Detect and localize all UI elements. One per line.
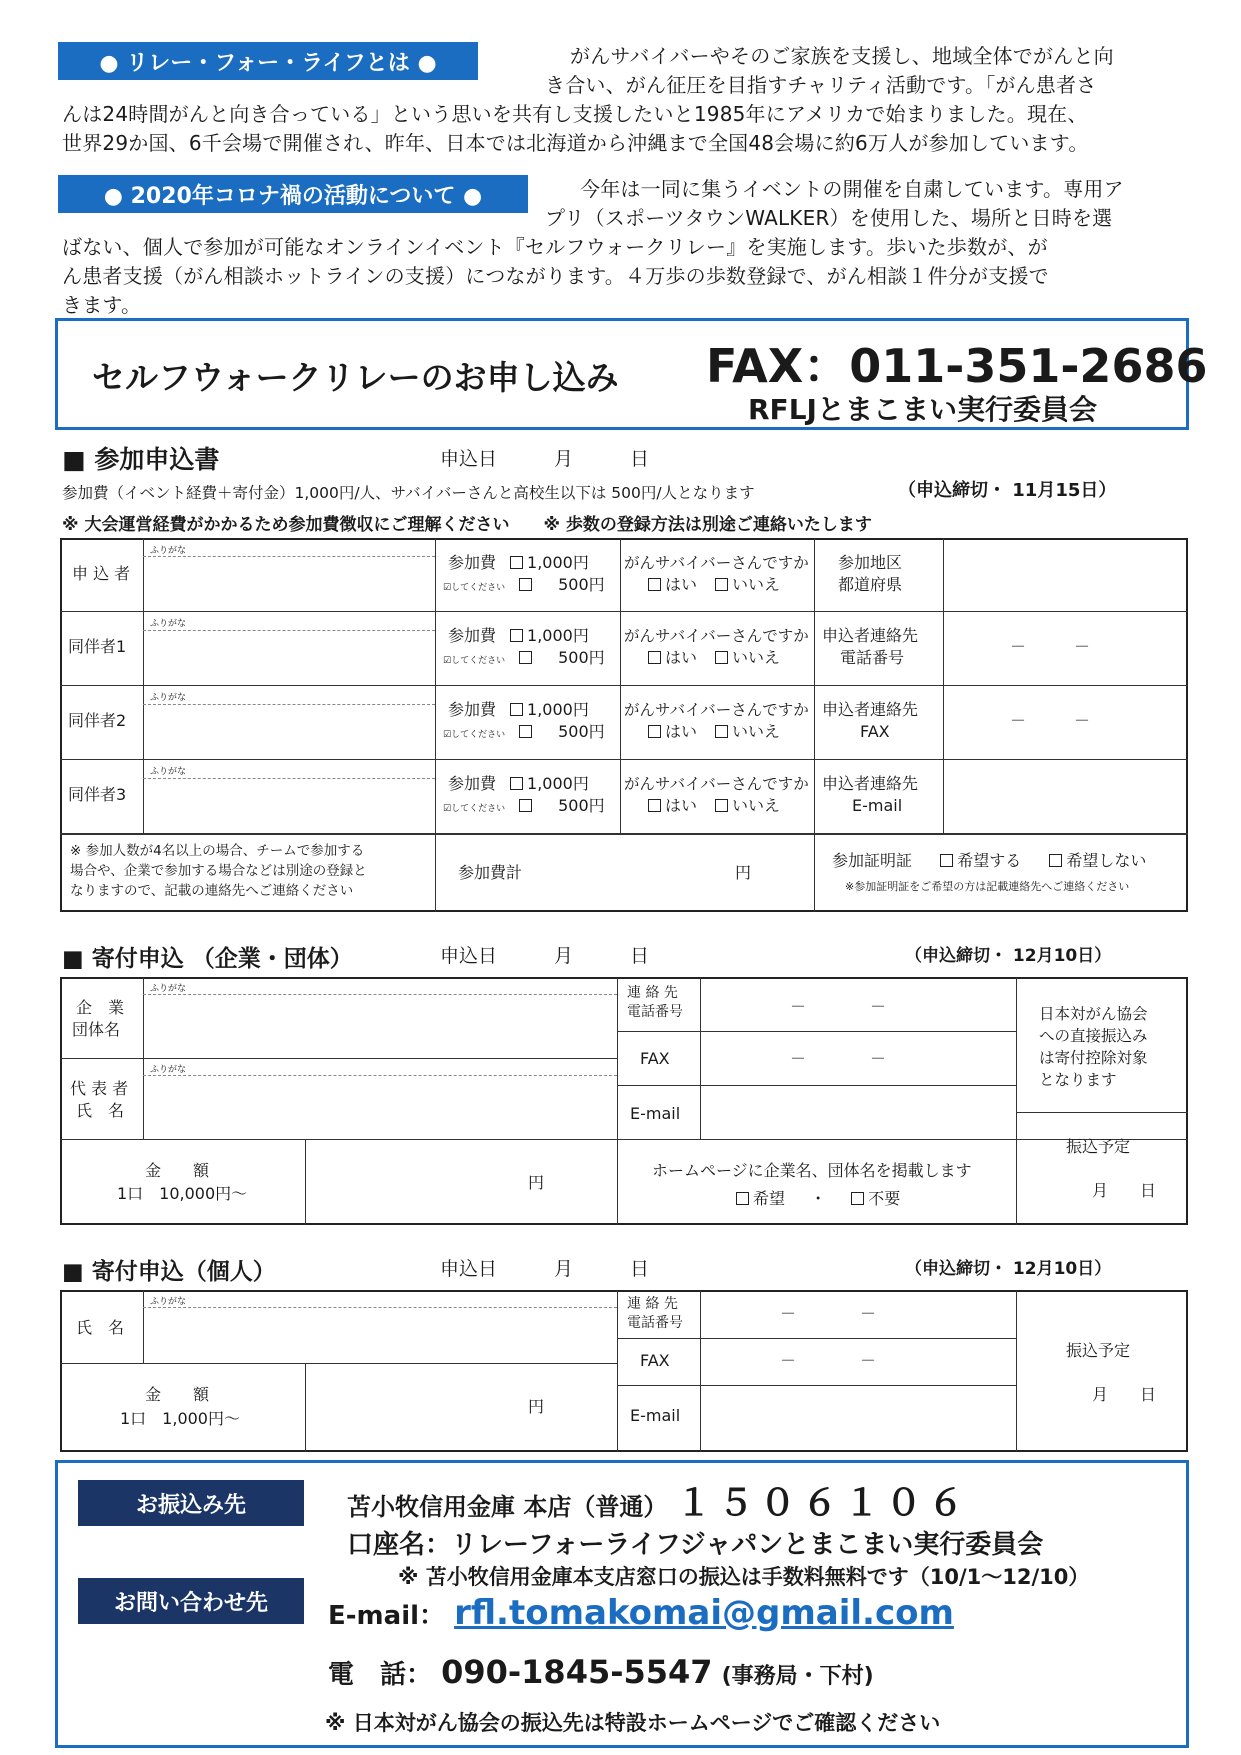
- email-row: [328, 1593, 954, 1633]
- fee-1000-label: 1,000円: [527, 700, 589, 719]
- tel-row: [328, 1653, 874, 1691]
- hp-want-label: 希望: [753, 1189, 786, 1208]
- survivor-no-label: いいえ: [732, 722, 781, 741]
- ind-contact-label-2: 電話番号: [627, 1315, 683, 1331]
- corp-company-label-2: 団体名: [72, 1020, 121, 1039]
- fee-500-label: 500円: [558, 796, 605, 815]
- row-info-2: FAX: [860, 722, 890, 741]
- corp-donation-title: ■ 寄付申込 （企業・団体）: [62, 946, 353, 972]
- survivor-no-checkbox[interactable]: [715, 799, 728, 812]
- fee-500-checkbox[interactable]: [519, 799, 532, 812]
- survivor-question: がんサバイバーさんですか: [624, 701, 809, 719]
- contact-badge: お問い合わせ先: [78, 1578, 304, 1624]
- survivor-choices: [648, 795, 780, 817]
- covid-badge: ● 2020年コロナ禍の活動について ●: [58, 175, 528, 213]
- covid-line-3: ばない、個人で参加が可能なオンラインイベント『セルフウォークリレー』を実施します。歩いた歩数が、が: [62, 235, 1048, 259]
- survivor-no-label: いいえ: [732, 575, 781, 594]
- fee-line-1: [448, 773, 589, 795]
- fee-1000-checkbox[interactable]: [510, 777, 523, 790]
- corp-donation-deadline: （申込締切・ 12月10日）: [905, 946, 1112, 966]
- bank-line: [347, 1475, 970, 1526]
- corp-amount-yen: 円: [528, 1173, 545, 1192]
- fee-line-2: [443, 574, 605, 599]
- bank-badge: お振込み先: [78, 1480, 304, 1526]
- certificate-not-label: 希望しない: [1066, 851, 1147, 870]
- header-fax: FAX：011-351-2686: [706, 339, 1208, 393]
- application-date: 申込日 月 日: [440, 448, 650, 470]
- covid-line-5: きます。: [62, 293, 142, 317]
- survivor-yes-checkbox[interactable]: [648, 651, 661, 664]
- row-info-2: E-mail: [852, 796, 903, 815]
- ind-donation-title: ■ 寄付申込（個人）: [62, 1259, 276, 1285]
- survivor-no-label: いいえ: [732, 648, 781, 667]
- survivor-no-checkbox[interactable]: [715, 651, 728, 664]
- ind-transfer-date[interactable]: 月 日: [1092, 1385, 1157, 1404]
- fee-1000-checkbox[interactable]: [510, 629, 523, 642]
- row-info-1: 申込者連絡先: [822, 700, 919, 719]
- row-info-1: 参加地区: [838, 553, 903, 572]
- corp-hp-choices: 希望 ・ 不要: [736, 1188, 900, 1210]
- fee-line-2: [443, 721, 605, 746]
- header-org: RFLJとまこまい実行委員会: [748, 393, 1097, 426]
- fee-line-1: [448, 552, 589, 574]
- corp-company-furigana: ふりがな: [150, 984, 187, 994]
- tel-label: 電 話：: [328, 1660, 433, 1690]
- fee-hint: ☑してください: [443, 656, 506, 666]
- survivor-no-checkbox[interactable]: [715, 578, 728, 591]
- email-label: E-mail：: [328, 1601, 446, 1631]
- account-name: 口座名：リレーフォーライフジャパンとまこまい実行委員会: [347, 1530, 1044, 1560]
- survivor-question: がんサバイバーさんですか: [624, 775, 809, 793]
- survivor-choices: [648, 647, 780, 669]
- corp-side-note-1: 日本対がん協会: [1039, 1005, 1148, 1023]
- ind-email-label: E-mail: [630, 1406, 681, 1425]
- fee-line-1: [448, 699, 589, 721]
- fee-label: 参加費: [448, 700, 497, 719]
- email-link[interactable]: rfl.tomakomai@gmail.com: [454, 1593, 954, 1633]
- corp-hp-note: ホームページに企業名、団体名を掲載します: [652, 1161, 972, 1180]
- fee-line-1: [448, 625, 589, 647]
- corp-rep-furigana: ふりがな: [150, 1065, 187, 1075]
- corp-side-note-4: となります: [1039, 1071, 1117, 1089]
- ind-contact-label-1: 連 絡 先: [627, 1296, 678, 1312]
- row-info-2: 電話番号: [840, 648, 905, 667]
- team-note-2: 場合や、企業で参加する場合などは別途の登録と: [70, 863, 367, 879]
- corp-fax-value[interactable]: － －: [790, 1049, 887, 1068]
- survivor-yes-checkbox[interactable]: [648, 799, 661, 812]
- fee-hint: ☑してください: [443, 730, 506, 740]
- hp-not-checkbox[interactable]: [851, 1192, 864, 1205]
- ind-phone-value[interactable]: － －: [780, 1304, 877, 1323]
- survivor-question: がんサバイバーさんですか: [624, 627, 809, 645]
- ind-transfer-label: 振込予定: [1066, 1341, 1131, 1360]
- corp-side-note-3: は寄付控除対象: [1039, 1049, 1148, 1067]
- survivor-choices: [648, 574, 780, 596]
- survivor-question: がんサバイバーさんですか: [624, 554, 809, 572]
- fee-hint: ☑してください: [443, 804, 506, 814]
- survivor-yes-label: はい: [665, 722, 698, 741]
- row-value[interactable]: － －: [1010, 637, 1091, 656]
- corp-rep-label-1: 代 表 者: [70, 1079, 129, 1098]
- row-label: 申 込 者: [72, 564, 131, 583]
- rfl-line-4: 世界29か国、6千会場で開催され、昨年、日本では北海道から沖縄まで全国48会場に約6万人が参加しています。: [62, 131, 1089, 155]
- fee-1000-label: 1,000円: [527, 774, 589, 793]
- certificate-want-label: 希望する: [957, 851, 1022, 870]
- corp-email-label: E-mail: [630, 1104, 681, 1123]
- corp-donation-date: 申込日 月 日: [440, 945, 650, 967]
- covid-line-4: ん患者支援（がん相談ホットラインの支援）につながります。４万歩の歩数登録で、がん相談１件分が支援で: [62, 264, 1049, 288]
- row-furigana: ふりがな: [150, 546, 187, 556]
- fee-label: 参加費: [448, 626, 497, 645]
- ind-amount-label: 金 額: [145, 1385, 210, 1404]
- fee-1000-label: 1,000円: [527, 553, 589, 572]
- fee-500-checkbox[interactable]: [519, 578, 532, 591]
- certificate-label: 参加証明証: [832, 851, 913, 870]
- covid-line-1: 今年は一同に集うイベントの開催を自粛しています。専用ア: [580, 177, 1124, 201]
- corp-phone-value[interactable]: － －: [790, 997, 887, 1016]
- rfl-line-2: き合い、がん征圧を目指すチャリティ活動です。「がん患者さ: [545, 73, 1097, 97]
- survivor-no-label: いいえ: [732, 796, 781, 815]
- fee-500-label: 500円: [558, 648, 605, 667]
- survivor-yes-checkbox[interactable]: [648, 578, 661, 591]
- ind-donation-deadline: （申込締切・ 12月10日）: [905, 1259, 1112, 1279]
- rfl-line-3: んは24時間がんと向き合っている」という思いを共有し支援したいと1985年にアメリカで始まりました。現在、: [62, 102, 1088, 126]
- rfl-badge: ● リレー・フォー・ライフとは ●: [58, 42, 478, 80]
- certificate-not-checkbox[interactable]: [1049, 854, 1062, 867]
- rfl-line-1: がんサバイバーやそのご家族を支援し、地域全体でがんと向: [570, 44, 1114, 68]
- ind-donation-date: 申込日 月 日: [440, 1258, 650, 1280]
- covid-line-2: プリ（スポーツタウンWALKER）を使用した、場所と日時を選: [545, 206, 1113, 230]
- ind-amount-yen: 円: [528, 1397, 545, 1416]
- total-fee-yen: 円: [735, 863, 752, 882]
- fee-label: 参加費: [448, 774, 497, 793]
- corp-amount-unit: 1口 10,000円～: [117, 1184, 248, 1203]
- corp-transfer-label: 振込予定: [1066, 1137, 1131, 1156]
- fee-1000-checkbox[interactable]: [510, 556, 523, 569]
- fee-1000-checkbox[interactable]: [510, 703, 523, 716]
- row-info-2: 都道府県: [838, 575, 903, 594]
- survivor-yes-label: はい: [665, 575, 698, 594]
- tel-number: 090-1845-5547: [441, 1653, 713, 1691]
- row-info-1: 申込者連絡先: [822, 626, 919, 645]
- survivor-yes-label: はい: [665, 796, 698, 815]
- row-label: 同伴者2: [68, 711, 127, 730]
- fee-line-2: [443, 647, 605, 672]
- fee-1000-label: 1,000円: [527, 626, 589, 645]
- row-label: 同伴者1: [68, 637, 127, 656]
- corp-contact-label-2: 電話番号: [627, 1004, 683, 1020]
- corp-contact-label-1: 連 絡 先: [627, 985, 678, 1001]
- row-furigana: ふりがな: [150, 767, 187, 777]
- corp-rep-label-2: 氏 名: [76, 1101, 125, 1120]
- team-note-3: なりますので、記載の連絡先へご連絡ください: [70, 883, 354, 899]
- team-note-1: ※ 参加人数が4名以上の場合、チームで参加する: [70, 843, 365, 859]
- hp-want-checkbox[interactable]: [736, 1192, 749, 1205]
- row-label: 同伴者3: [68, 785, 127, 804]
- row-info-1: 申込者連絡先: [822, 774, 919, 793]
- bank-name: 苫小牧信用金庫 本店（普通）: [347, 1493, 668, 1521]
- tel-note: (事務局・下村): [721, 1664, 874, 1689]
- ind-amount-unit: 1口 1,000円～: [120, 1409, 240, 1428]
- fee-500-label: 500円: [558, 575, 605, 594]
- account-number: １５０６１０６: [675, 1483, 970, 1524]
- fee-500-checkbox[interactable]: [519, 651, 532, 664]
- corp-amount-label: 金 額: [145, 1161, 210, 1180]
- survivor-yes-label: はい: [665, 648, 698, 667]
- ind-fax-label: FAX: [640, 1351, 670, 1370]
- survivor-choices: [648, 721, 780, 743]
- row-furigana: ふりがな: [150, 693, 187, 703]
- application-note: ※ 大会運営経費がかかるため参加費徴収にご理解ください ※ 歩数の登録方法は別途ご連絡いたします: [62, 515, 872, 535]
- header-title: セルフウォークリレーのお申し込み: [92, 358, 619, 397]
- fee-line-2: [443, 795, 605, 820]
- certificate-row: [832, 850, 1146, 872]
- corp-company-label-1: 企 業: [76, 998, 125, 1017]
- fee-note: 参加費（イベント経費＋寄付金）1,000円/人、サバイバーさんと高校生以下は 500円/人となります: [62, 484, 755, 502]
- fee-hint: ☑してください: [443, 583, 506, 593]
- certificate-note: ※参加証明証をご希望の方は記載連絡先へご連絡ください: [845, 880, 1130, 893]
- corp-side-note-2: への直接振込み: [1039, 1027, 1148, 1045]
- row-value[interactable]: － －: [1010, 711, 1091, 730]
- ind-name-furigana: ふりがな: [150, 1297, 187, 1307]
- fee-label: 参加費: [448, 553, 497, 572]
- hp-not-label: 不要: [868, 1189, 901, 1208]
- corp-transfer-date[interactable]: 月 日: [1092, 1181, 1157, 1200]
- survivor-no-checkbox[interactable]: [715, 725, 728, 738]
- corp-fax-label: FAX: [640, 1049, 670, 1068]
- certificate-want-checkbox[interactable]: [940, 854, 953, 867]
- jcs-note: ※ 日本対がん協会の振込先は特設ホームページでご確認ください: [325, 1711, 941, 1735]
- fee-500-checkbox[interactable]: [519, 725, 532, 738]
- application-deadline: （申込締切・ 11月15日）: [898, 480, 1117, 501]
- transfer-fee-note: ※ 苫小牧信用金庫本支店窓口の振込は手数料無料です（10/1～12/10）: [398, 1565, 1090, 1589]
- ind-fax-value[interactable]: － －: [780, 1351, 877, 1370]
- application-title: ■ 参加申込書: [62, 445, 220, 474]
- ind-name-label: 氏 名: [76, 1318, 125, 1337]
- fee-500-label: 500円: [558, 722, 605, 741]
- survivor-yes-checkbox[interactable]: [648, 725, 661, 738]
- row-furigana: ふりがな: [150, 619, 187, 629]
- total-fee-label: 参加費計: [458, 863, 523, 882]
